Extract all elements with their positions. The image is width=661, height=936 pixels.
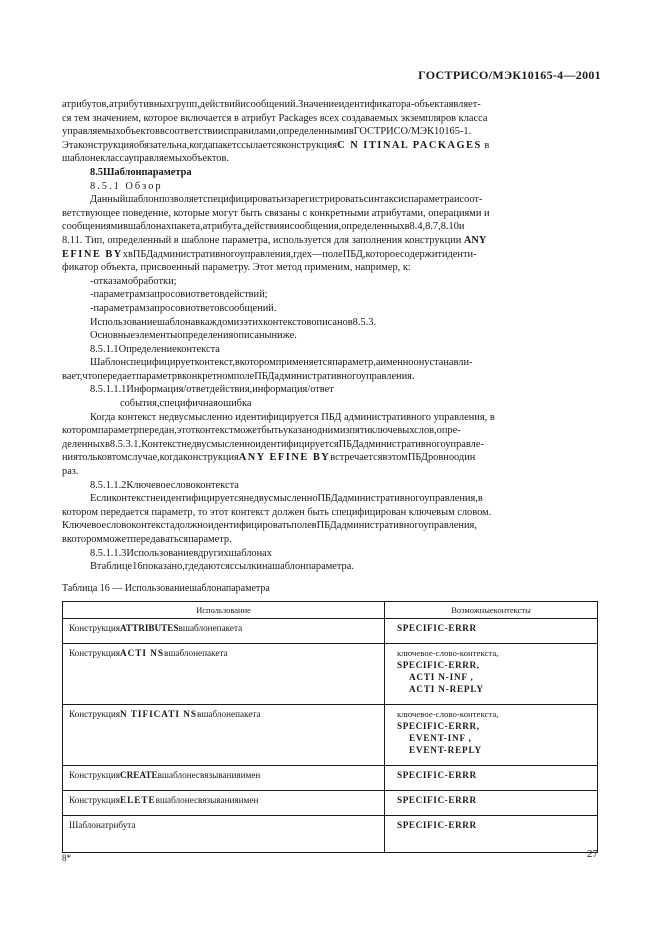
table-row <box>63 705 598 766</box>
usage-cell: КонструкцияN TIFICATI NSвшаблонепакета <box>63 705 385 766</box>
paragraph-line: EFINE BYхвПБДадминистративногоуправления,гдех—полеПБД,котороесодержитиденти- <box>62 248 477 260</box>
subsection-heading: 8.5.1.1Определениеконтекста <box>90 343 220 355</box>
usage-cell: КонструкцияCREATEвшаблонесвязыванияимен <box>63 766 385 791</box>
contexts-cell: ключевое-слово-контекста, SPECIFIC-ERRR, EVENT-INF , EVENT-REPLY <box>385 705 598 766</box>
paragraph-line: Использованиешаблонавкаждомизэтихконтекстовописанов8.5.3. <box>90 316 377 328</box>
table-header-cell: Возможныеконтексты <box>385 602 598 619</box>
signature-mark: 8* <box>62 853 71 863</box>
paragraph-line: Основныеэлементыопределенияописаныниже. <box>90 330 297 342</box>
table-caption: Таблица 16 — Использованиешаблонапараметра <box>62 582 270 594</box>
subsection-heading: 8.5.1.1.3Использованиевдругихшаблонах <box>90 547 272 559</box>
list-item: -параметрамзапросовиответовсообщений. <box>90 302 277 314</box>
paragraph-line: раз. <box>62 466 79 478</box>
table-row <box>63 816 598 853</box>
keyword: ANY EFINE BY <box>238 452 331 464</box>
paragraph-line: Втаблице16показано,гдедаютсяссылкинашаблонпараметра. <box>90 561 354 573</box>
contexts-cell: SPECIFIC-ERRR <box>385 619 598 644</box>
contexts-cell: SPECIFIC-ERRR <box>385 816 598 853</box>
paragraph-line: 8.11. Тип, определенный в шаблоне параметра, используется для заполнения конструкции ANY <box>62 234 487 246</box>
table-row <box>63 644 598 705</box>
contexts-cell: SPECIFIC-ERRR <box>385 766 598 791</box>
page-header-standard-code: ГОСТРИСО/МЭК10165-4—2001 <box>418 68 601 82</box>
subsection-heading: 8.5.1 Обзор <box>90 180 163 192</box>
intro-line: атрибутов,атрибутивныхгрупп,действийисообщений.Значениеидентификатора-объектаявляет- <box>62 99 481 110</box>
subsection-heading: события,специфичнаяошибка <box>120 398 252 410</box>
table-row <box>63 619 598 644</box>
paragraph-line: Когда контекст недвусмысленно идентифицируется ПБД административного управления, в <box>90 411 495 423</box>
paragraph-line: деленныхв8.5.3.1.КонтекстнедвусмысленноидентифицируетсяПБДадминистративногоуправле- <box>62 438 484 450</box>
section-heading: 8.5Шаблонпараметра <box>90 166 192 178</box>
table-row <box>63 766 598 791</box>
keyword: EFINE BY <box>62 248 123 260</box>
usage-cell: КонструкцияACTI NSвшаблонепакета <box>63 644 385 705</box>
paragraph-line: котором передается параметр, то этот контекст должен быть специфицирован ключевым словом. <box>62 506 492 518</box>
table-header-cell: Использование <box>63 602 385 619</box>
paragraph-line: ветствующее поведение, которые могут быть связаны с конкретными атрибутами, операциями и <box>62 207 490 219</box>
intro-line: ся тем значением, которое включается в атрибут Packages всех создаваемых экземпляров класса <box>62 112 488 124</box>
list-item: -параметрамзапросовиответовдействий; <box>90 289 268 301</box>
usage-table <box>62 601 598 853</box>
usage-cell: КонструкцияATTRIBUTESвшаблонепакета <box>63 619 385 644</box>
table-header-row <box>63 602 598 619</box>
paragraph-line: Данныйшаблонпозволяетспецифицироватьизарегистрироватьсинтаксиспараметраисоот- <box>90 194 483 206</box>
usage-cell: КонструкцияELETEвшаблонесвязыванияимен <box>63 791 385 816</box>
subsection-heading: 8.5.1.1.2Ключевоесловоконтекста <box>90 479 239 491</box>
paragraph-line: КлючевоесловоконтекстадолжноидентифицироватьполевПБДадминистративногоуправления, <box>62 520 477 532</box>
paragraph-line: Шаблонспецифицируетконтекст,вкоторомприменяетсяпараметр,аименноонустанавли- <box>90 357 473 369</box>
intro-line: управляемыхобъектоввсоответствиисправилами,определеннымивГОСТРИСО/МЭК10165-1. <box>62 126 472 138</box>
document-body <box>62 98 598 853</box>
contexts-cell: SPECIFIC-ERRR <box>385 791 598 816</box>
keyword: ANY <box>463 234 487 246</box>
paragraph-line: ниятольковтомслучае,когдаконструкцияANY EFINE BYвстречаетсявэтомПБДровноодин <box>62 452 476 464</box>
paragraph-line: сообщениямившаблонахпакета,атрибута,действияисообщения,определенныхв8.4,8.7,8.10и <box>62 221 465 233</box>
paragraph-line: которомпараметрпередан,этотконтекстможетбытьуказаноднимизпятиключевыхслов,опре- <box>62 425 461 437</box>
keyword: C N ITINAL PACKAGES <box>337 139 482 151</box>
subsection-heading: 8.5.1.1.1Информация/ответдействия,информация/ответ <box>90 384 334 396</box>
paragraph-line: ЕсликонтекстнеидентифицируетсянедвусмысленноПБДадминистративногоуправления,в <box>90 493 483 505</box>
paragraph-line: вкоторомможетпередаватьсяпараметр. <box>62 534 232 545</box>
page-number: 27 <box>587 848 598 860</box>
list-item: -отказамобработки; <box>90 275 177 287</box>
intro-line: шаблонеклассауправляемыхобъектов. <box>62 153 229 165</box>
paragraph-line: фикатор объекта, присвоенный параметру. Этот метод применим, например, к: <box>62 262 411 274</box>
paragraph-line: вает,чтопередаетпараметрвконкретномполеПБДадминистративногоуправления. <box>62 370 415 382</box>
table-row <box>63 791 598 816</box>
intro-line: Этаконструкцияобязательна,когдапакетссылаетсяконструкцияC N ITINAL PACKAGES в <box>62 139 490 151</box>
contexts-cell: ключевое-слово-контекста, SPECIFIC-ERRR, ACTI N-INF , ACTI N-REPLY <box>385 644 598 705</box>
usage-cell: Шаблонатрибута <box>63 816 385 853</box>
